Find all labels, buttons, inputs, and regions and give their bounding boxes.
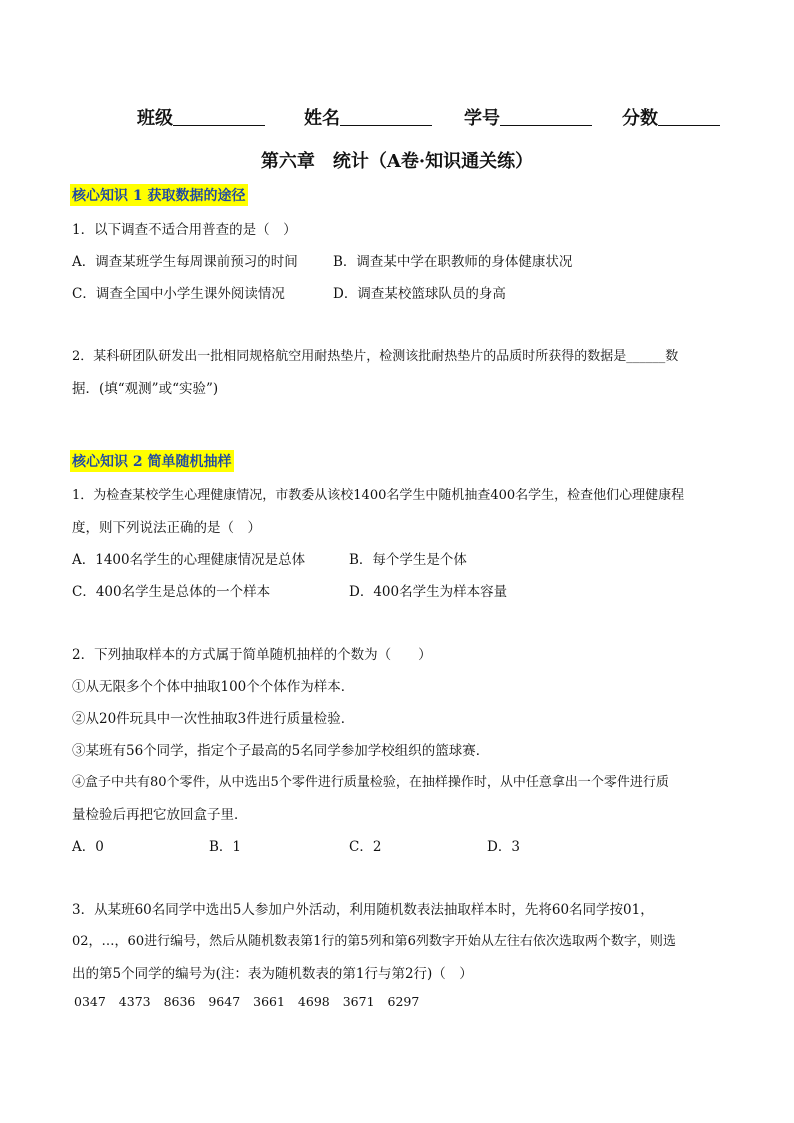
name-field bbox=[304, 104, 432, 130]
class-field bbox=[137, 104, 265, 130]
student-id-blank[interactable] bbox=[500, 107, 592, 126]
s1-q2-line-1: 2．某科研团队研发出一批相同规格航空用耐热垫片，检测该批耐热垫片的品质时所获得的数据是______数 bbox=[72, 349, 679, 364]
s2-q2-item-4-line-2: 量检验后再把它放回盒子里． bbox=[72, 807, 248, 823]
name-blank[interactable] bbox=[340, 107, 432, 126]
s1-q1-option-a: A．调查某班学生每周课前预习的时间 bbox=[72, 254, 298, 270]
s2-q2-option-d: D．3 bbox=[487, 839, 520, 855]
s2-q1-line-2: 度，则下列说法正确的是（ ） bbox=[72, 520, 261, 536]
s2-q3-line-3: 出的第5个同学的编号为(注：表为随机数表的第1行与第2行)（ ） bbox=[72, 966, 473, 982]
s2-q1-option-c: C．400名学生是总体的一个样本 bbox=[72, 584, 271, 600]
s2-q1-option-d: D．400名学生为样本容量 bbox=[349, 584, 508, 600]
score-blank[interactable] bbox=[658, 107, 720, 126]
s2-q2-item-1: ①从无限多个个体中抽取100个个体作为样本． bbox=[72, 679, 355, 695]
class-label: 班级 bbox=[137, 108, 173, 129]
student-id-label: 学号 bbox=[464, 108, 500, 129]
s2-q1-option-b: B．每个学生是个体 bbox=[349, 552, 467, 568]
s2-q3-line-1: 3．从某班60名同学中选出5人参加户外活动，利用随机数表法抽取样本时，先将60名同学按01， bbox=[72, 902, 654, 918]
student-id-field bbox=[464, 104, 592, 130]
s1-q1-option-d: D．调查某校篮球队员的身高 bbox=[333, 286, 506, 302]
s2-q2-option-b: B．1 bbox=[209, 839, 242, 855]
class-blank[interactable] bbox=[173, 107, 265, 126]
name-label: 姓名 bbox=[304, 108, 340, 129]
s1-q1-stem: 1．以下调查不适合用普查的是（ ） bbox=[72, 222, 297, 238]
score-field bbox=[622, 104, 720, 130]
section-heading-2: 核心知识 2 简单随机抽样 bbox=[70, 450, 234, 472]
score-label: 分数 bbox=[622, 108, 658, 129]
s2-q1-line-1: 1．为检查某校学生心理健康情况，市教委从该校1400名学生中随机抽查400名学生，检查他们心理健康程 bbox=[72, 488, 685, 503]
s1-q2-line-2: 据．(填“观测”或“实验”) bbox=[72, 381, 219, 397]
s1-q1-option-b: B．调查某中学在职教师的身体健康状况 bbox=[333, 254, 573, 270]
s2-q2-option-c: C．2 bbox=[349, 839, 382, 855]
s2-q2-item-4-line-1: ④盒子中共有80个零件，从中选出5个零件进行质量检验，在抽样操作时，从中任意拿出一个零件进行质 bbox=[72, 775, 669, 790]
s2-q2-option-a: A．0 bbox=[72, 839, 104, 855]
s2-q2-item-2: ②从20件玩具中一次性抽取3件进行质量检验． bbox=[72, 711, 355, 727]
random-number-row: 0347 4373 8636 9647 3661 4698 3671 6297 bbox=[74, 994, 420, 1009]
s2-q2-stem: 2．下列抽取样本的方式属于简单随机抽样的个数为（ ） bbox=[72, 647, 432, 663]
page-title: 第六章 统计（A卷·知识通关练） bbox=[260, 151, 534, 172]
s2-q2-item-3: ③某班有56个同学，指定个子最高的5名同学参加学校组织的篮球赛． bbox=[72, 743, 490, 759]
s1-q1-option-c: C．调查全国中小学生课外阅读情况 bbox=[72, 286, 285, 302]
s2-q3-line-2: 02，…，60进行编号，然后从随机数表第1行的第5列和第6列数字开始从左往右依次选取两个数字，则选 bbox=[72, 934, 676, 949]
section-heading-1: 核心知识 1 获取数据的途径 bbox=[70, 184, 248, 206]
s2-q1-option-a: A．1400名学生的心理健康情况是总体 bbox=[72, 552, 306, 568]
